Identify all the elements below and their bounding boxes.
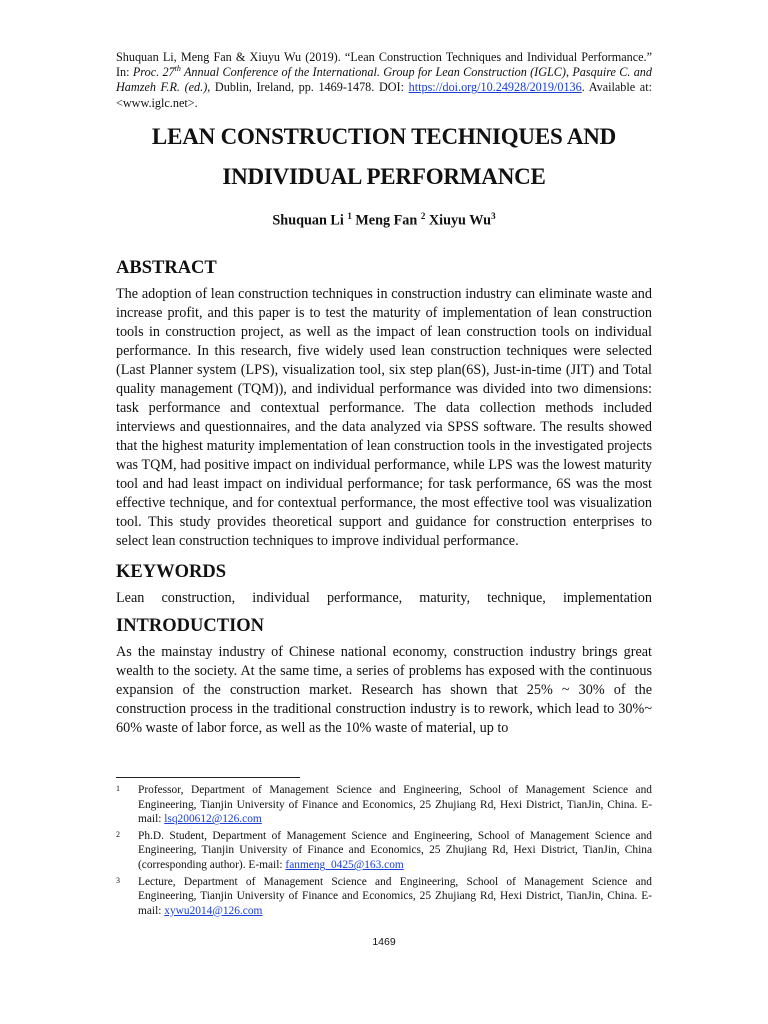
doi-link[interactable]: https://doi.org/10.24928/2019/0136 — [408, 80, 582, 95]
citation-text-3: . Available at: <www.iglc.net>. — [116, 80, 652, 110]
footnotes — [116, 783, 652, 920]
footnote-text: Lecture, Department of Management Science and Engineering, School of Management Science and Engineering, Tianjin University of Finance and Economics, 25 Zhujiang Rd, Hexi District, TianJin, China. E-mail: xywu2014@126.com — [138, 875, 652, 917]
author-name: Xiuyu Wu — [428, 212, 492, 229]
title-line-1: LEAN CONSTRUCTION TECHNIQUES AND — [151, 123, 617, 149]
email-link[interactable]: xywu2014@126.com — [164, 904, 263, 917]
paper-title — [116, 117, 652, 197]
citation-text-2: , Dublin, Ireland, pp. 1469-1478. DOI: — [207, 80, 409, 95]
introduction-text: As the mainstay industry of Chinese national economy, construction industry brings great wealth to the society. At the same time, a series of problems has exposed with the continuous expansion of the construction market. Research has shown that 25% ~ 30% of the construction process in the traditional construction industry is to rework, which lead to 30%~ 60% waste of labor force, as well as the 10% waste of material, up to — [116, 643, 652, 736]
footnote-number: 2 — [116, 829, 120, 839]
page-body — [116, 50, 652, 738]
footnote-text: Professor, Department of Management Science and Engineering, School of Management Science and Engineering, Tianjin University of Finance and Economics, 25 Zhujiang Rd, Hexi District, TianJin, China. E-mail: lsq200612@126.com — [138, 784, 652, 826]
email-link[interactable]: fanmeng_0425@163.com — [285, 858, 404, 871]
citation-block — [116, 50, 652, 111]
author-name: Shuquan Li — [272, 212, 344, 229]
abstract-text: The adoption of lean construction techniques in construction industry can eliminate waste and increase profit, and this paper is to test the maturity of implementation of lean construction tools in construction project, as well as the impact of lean construction tools on individual performance. In this research, five widely used lean construction techniques were selected (Last Planner system (LPS), visualization tool, six step plan(6S), Just-in-time (JIT) and Total quality management (TQM)), and individual performance was divided into two dimensions: task performance and contextual performance. The data collection methods included interviews and questionnaires, and the data analyzed via SPSS software. The results showed that the highest maturity implementation of lean construction tools in the investigated projects was TQM, had positive impact on individual performance, while LPS was the lowest maturity tool and had least impact on individual performance; for task performance, 6S was the most effective technique, and for contextual performance, the most effective tool was visualization tool. This study provides theoretical support and guidance for construction enterprises to select lean construction techniques to improve individual performance. — [116, 285, 652, 549]
author-affiliation-mark: 2 — [420, 210, 426, 221]
keywords-text: Lean construction, individual performance, maturity, technique, implementation — [116, 589, 652, 606]
footnote-separator — [116, 777, 300, 778]
title-line-2: INDIVIDUAL PERFORMANCE — [222, 163, 546, 189]
footnote-text: Ph.D. Student, Department of Management Science and Engineering, School of Management Science and Engineering, Tianjin University of Finance and Economics, 25 Zhujiang Rd, Hexi District, TianJin, China (corresponding author). E-mail: fanmeng_0425@163.com — [138, 829, 652, 871]
page-number: 1469 — [372, 936, 396, 948]
footnote-item — [116, 875, 652, 919]
author-affiliation-mark: 1 — [347, 210, 352, 221]
footnote-number: 1 — [116, 784, 120, 793]
footnote-number: 3 — [116, 875, 120, 885]
author-list — [116, 211, 652, 230]
author-affiliation-mark: 3 — [491, 210, 496, 221]
citation-proceedings: Proc. 27th Annual Conference of the International. Group for Lean Construction (IGLC), Pasquire C. and Hamzeh F.R. (ed.) — [116, 64, 652, 95]
keywords-heading: KEYWORDS — [116, 561, 226, 582]
email-link[interactable]: lsq200612@126.com — [164, 813, 262, 826]
footnote-item — [116, 829, 652, 873]
abstract-heading: ABSTRACT — [116, 257, 217, 278]
citation-text: Shuquan Li, Meng Fan & Xiuyu Wu (2019). “Lean Construction Techniques and Individual Performance.” In: — [116, 50, 652, 80]
author-name: Meng Fan — [355, 212, 418, 229]
introduction-heading: INTRODUCTION — [116, 615, 265, 636]
footnote-item — [116, 783, 652, 827]
